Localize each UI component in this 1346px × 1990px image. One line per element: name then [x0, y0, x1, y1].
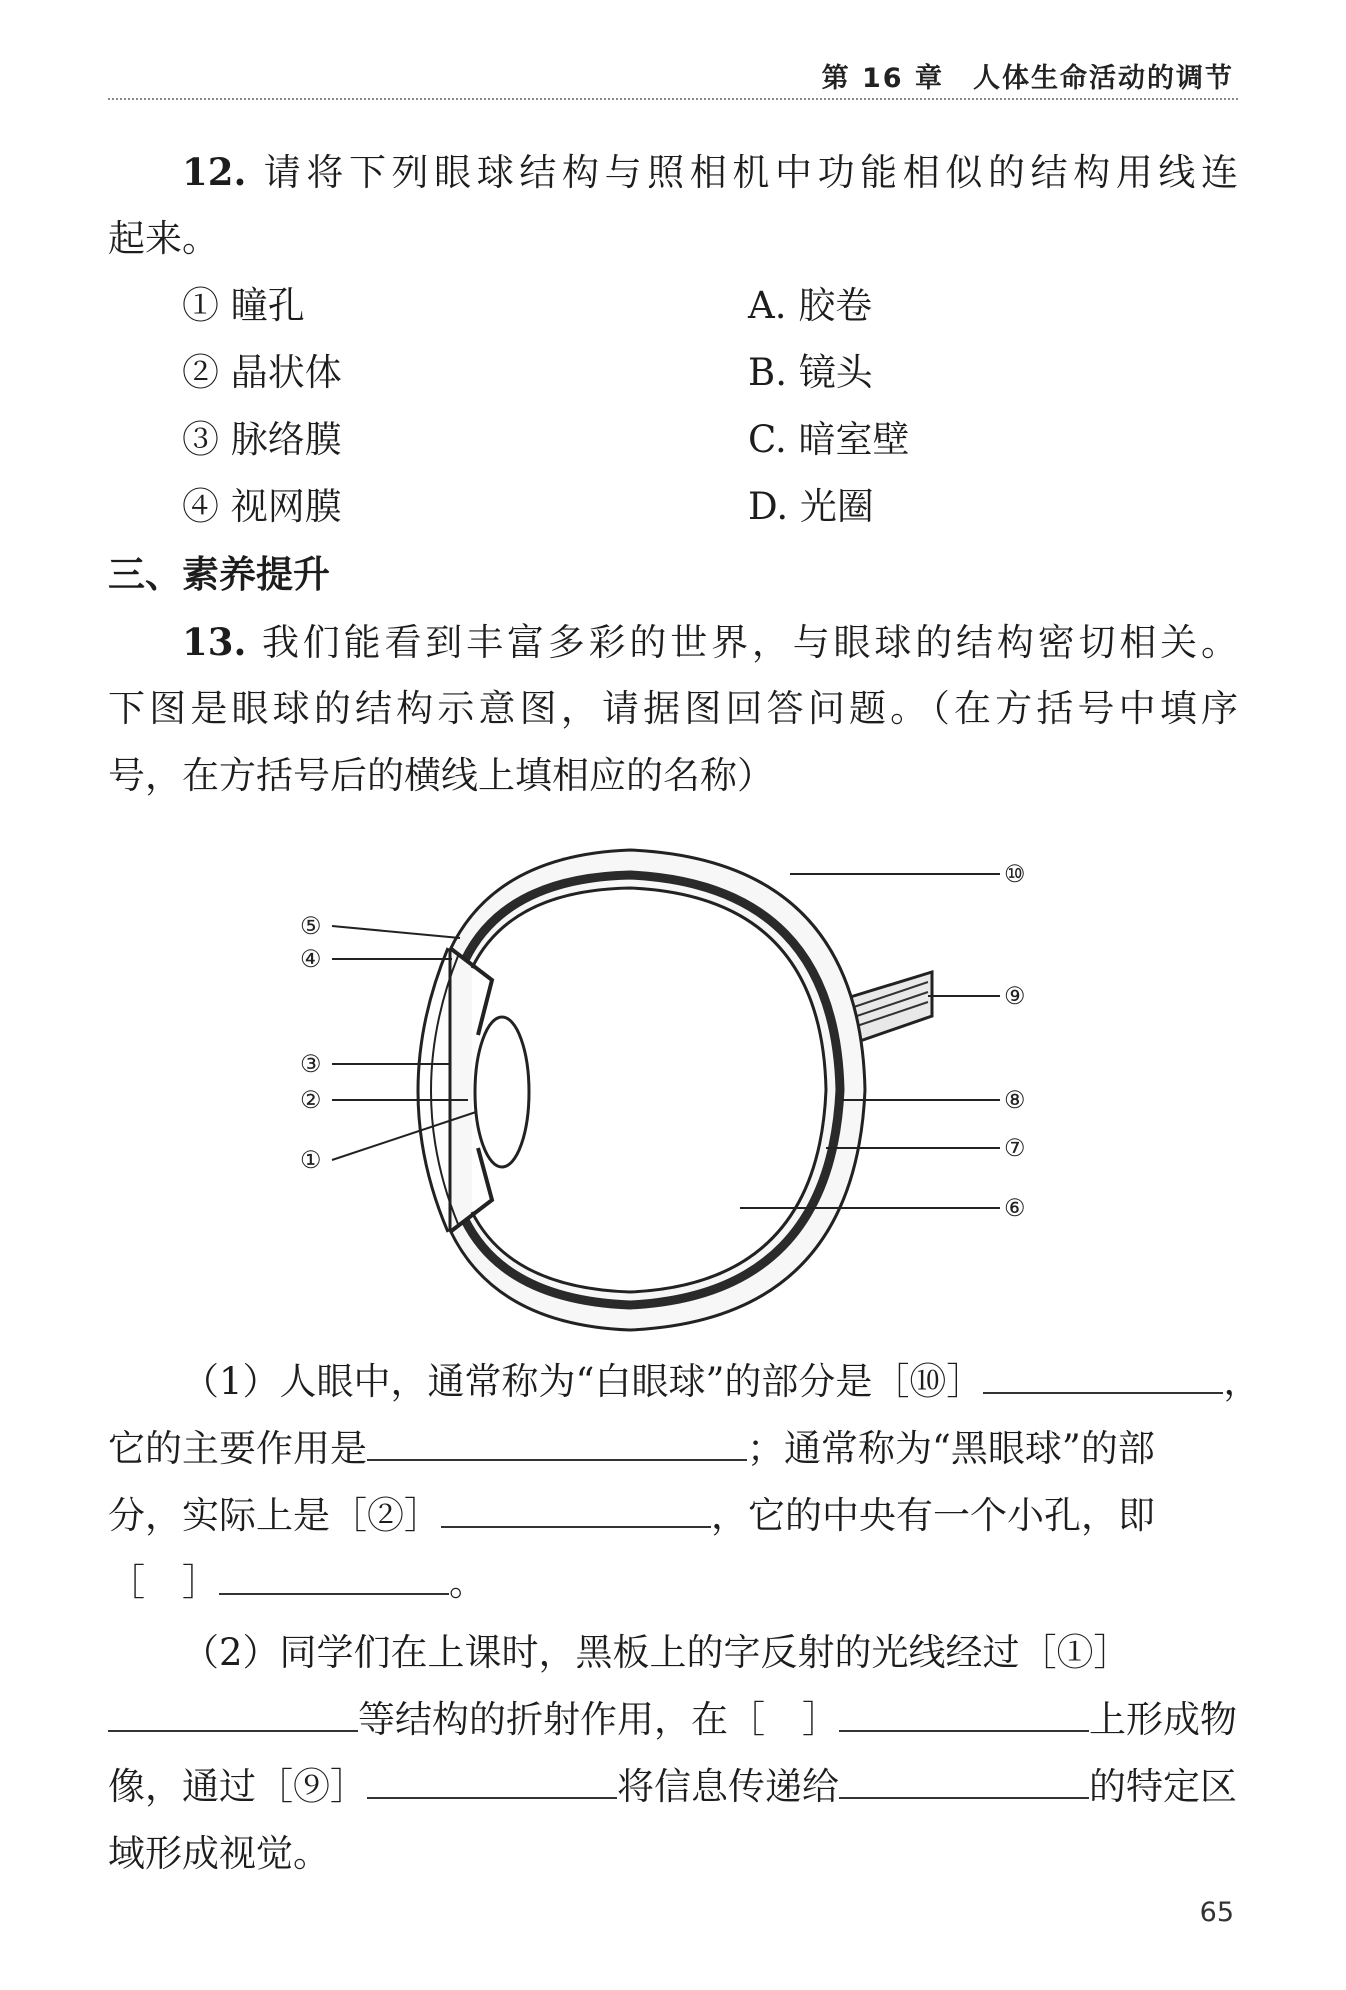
q13-stem-line3: 号，在方括号后的横线上填相应的名称）	[108, 754, 774, 797]
answer-blank[interactable]	[219, 1559, 449, 1595]
answer-blank[interactable]	[367, 1425, 747, 1461]
cornea-curve	[418, 948, 448, 1232]
eyeball-structure-diagram	[300, 830, 1060, 1350]
answer-blank[interactable]	[983, 1358, 1223, 1394]
q13-number: 13.	[182, 620, 247, 664]
q13-stem-line1	[108, 617, 1238, 668]
q12-right-option: C. 暗室壁	[748, 418, 910, 461]
q13-stem-line2: 下图是眼球的结构示意图，请据图回答问题。（在方括号中填序	[108, 687, 1238, 730]
q13-part2-line2: 等结构的折射作用，在［ ］ 上形成物	[108, 1695, 1238, 1745]
chapter-title: 第 16 章 人体生命活动的调节	[821, 63, 1234, 94]
q13-part2-line4: 域形成视觉。	[108, 1832, 330, 1875]
q13-part1-line1: （1）人眼中，通常称为“白眼球”的部分是［⑩］ ，	[182, 1360, 1261, 1403]
q12-stem-line2: 起来。	[108, 217, 219, 260]
section-heading: 三、素养提升	[108, 553, 330, 596]
callout-8: ⑧	[1004, 1086, 1026, 1114]
page-number: 65	[1199, 1897, 1234, 1928]
lens-shape	[475, 1017, 529, 1167]
q13-part2-line1: （2）同学们在上课时，黑板上的字反射的光线经过［①］	[182, 1631, 1131, 1674]
q12-left-option: ② 晶状体	[182, 351, 342, 394]
q12-right-option: B. 镜头	[748, 351, 873, 394]
q12-stem-line1	[108, 147, 1238, 198]
callout-1: ①	[300, 1146, 322, 1174]
callout-5: ⑤	[300, 912, 322, 940]
answer-blank[interactable]	[441, 1492, 711, 1528]
q13-part2-line3: 像，通过［⑨］ 将信息传递给 的特定区	[108, 1765, 1237, 1808]
answer-blank[interactable]	[839, 1696, 1089, 1732]
page-header	[108, 50, 1238, 100]
q12-right-option: A. 胶卷	[748, 284, 873, 327]
q12-left-option: ③ 脉络膜	[182, 418, 342, 461]
callout-4: ④	[300, 945, 322, 973]
answer-blank[interactable]	[108, 1696, 358, 1732]
q12-number: 12.	[182, 150, 247, 194]
q12-text-1: 请将下列眼球结构与照相机中功能相似的结构用线连	[263, 151, 1239, 194]
answer-blank[interactable]	[839, 1763, 1089, 1799]
callout-6: ⑥	[1004, 1194, 1026, 1222]
callout-10: ⑩	[1004, 860, 1026, 888]
callout-2: ②	[300, 1086, 322, 1114]
callout-9: ⑨	[1004, 982, 1026, 1010]
q13-part1-line3: 分，实际上是［②］ ，它的中央有一个小孔，即	[108, 1494, 1155, 1537]
callout-7: ⑦	[1004, 1134, 1026, 1162]
q12-left-option: ① 瞳孔	[182, 284, 305, 327]
answer-blank[interactable]	[367, 1763, 617, 1799]
q13-part1-line4: ［ ］ 。	[108, 1561, 486, 1604]
q12-left-option: ④ 视网膜	[182, 485, 342, 528]
q13-text-1: 我们能看到丰富多彩的世界，与眼球的结构密切相关。	[261, 621, 1238, 664]
callout-3: ③	[300, 1050, 322, 1078]
q13-part1-line2: 它的主要作用是 ；通常称为“黑眼球”的部	[108, 1427, 1155, 1470]
q12-right-option: D. 光圈	[748, 485, 874, 528]
